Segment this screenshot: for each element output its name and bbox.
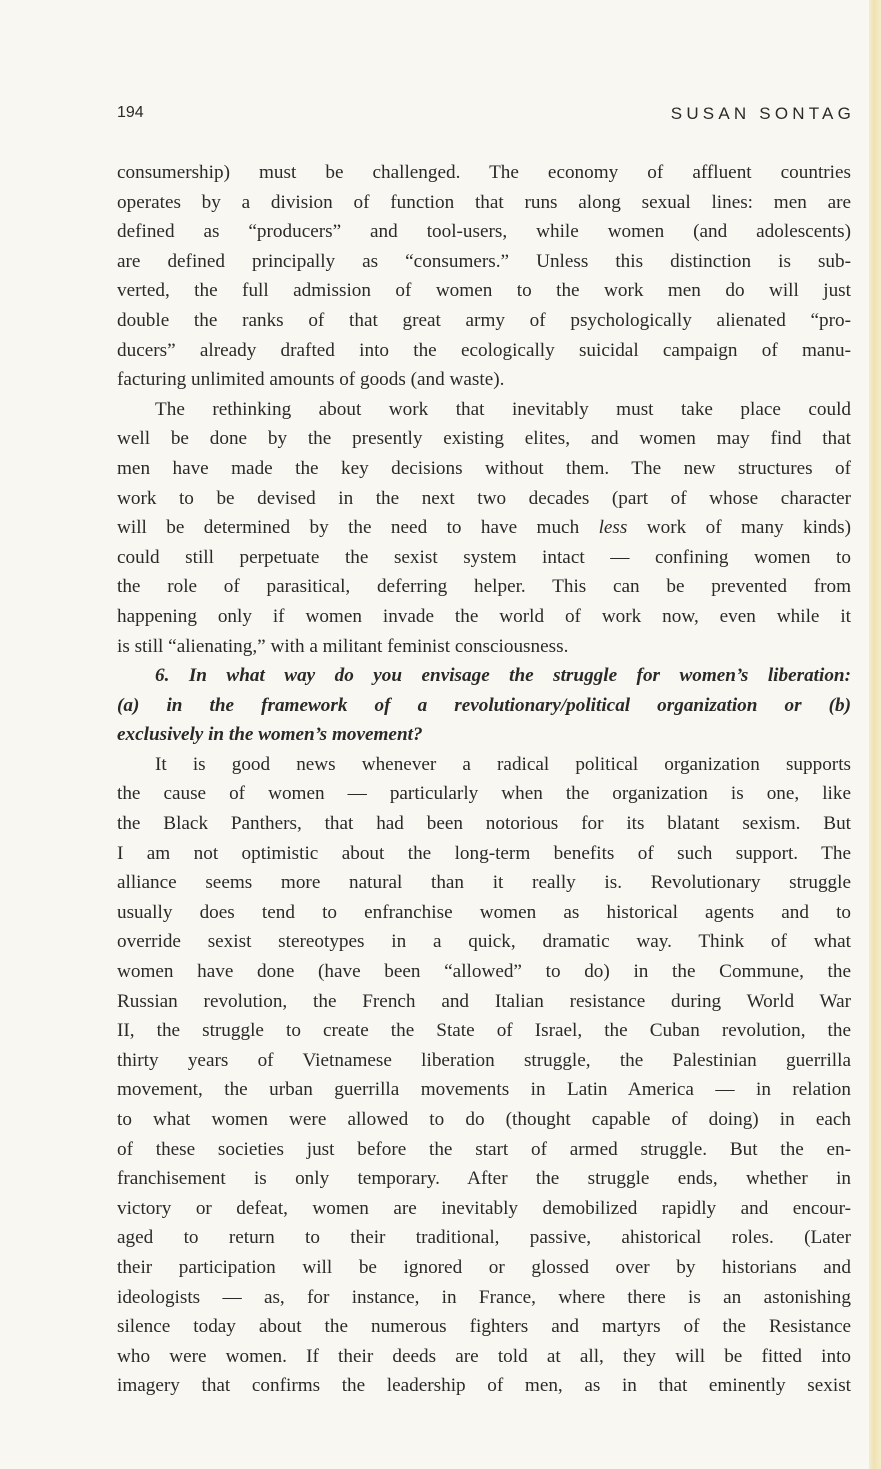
text-line: (a) in the framework of a revolutionary/political organization or (b): [117, 694, 851, 716]
text-line: movement, the urban guerrilla movements in Latin America — in relation: [117, 1079, 851, 1101]
text-line: of these societies just before the start of armed struggle. But the en-: [117, 1138, 851, 1160]
page-body: [117, 158, 851, 1401]
text-line: It is good news whenever a radical political organization supports: [155, 753, 851, 775]
text-line: double the ranks of that great army of psychologically alienated “pro-: [117, 309, 851, 331]
text-line: facturing unlimited amounts of goods (and waste).: [117, 369, 505, 391]
text-line: the role of parasitical, deferring helper. This can be prevented from: [117, 576, 851, 598]
text-line: consumership) must be challenged. The economy of affluent countries: [117, 162, 851, 183]
text-line: verted, the full admission of women to the work men do will just: [117, 280, 851, 302]
text-line: ducers” already drafted into the ecologically suicidal campaign of manu-: [117, 339, 851, 361]
text-line: 6. In what way do you envisage the struggle for women’s liberation:: [155, 665, 851, 687]
text-line: silence today about the numerous fighters and martyrs of the Resistance: [117, 1316, 851, 1338]
text-line: imagery that confirms the leadership of men, as in that eminently sexist: [117, 1375, 851, 1397]
body-paragraph: [117, 395, 851, 661]
text-line: the cause of women — particularly when the organization is one, like: [117, 783, 851, 805]
page-number: 194: [117, 104, 144, 121]
text-line: their participation will be ignored or glossed over by historians and: [117, 1256, 851, 1278]
page-header: [117, 104, 855, 128]
text-line: exclusively in the women’s movement?: [117, 724, 423, 746]
text-segment: will be determined by the need to have much: [117, 517, 599, 539]
running-head: SUSAN SONTAG: [670, 104, 855, 123]
text-line: ideologists — as, for instance, in France, where there is an astonishing: [117, 1286, 851, 1308]
question-paragraph: [117, 661, 851, 750]
text-line: defined as “producers” and tool-users, while women (and adolescents): [117, 221, 851, 243]
text-line: who were women. If their deeds are told at all, they will be fitted into: [117, 1345, 851, 1367]
text-line: alliance seems more natural than it really is. Revolutionary struggle: [117, 872, 851, 894]
text-line: well be done by the presently existing elites, and women may find that: [117, 428, 851, 450]
body-paragraph: [117, 750, 851, 1401]
emphasis-text: less: [598, 517, 628, 539]
text-line: could still perpetuate the sexist system intact — confining women to: [117, 546, 851, 568]
text-line: victory or defeat, women are inevitably demobilized rapidly and encour-: [117, 1197, 851, 1219]
text-line: I am not optimistic about the long-term benefits of such support. The: [117, 842, 851, 864]
text-line: the Black Panthers, that had been notorious for its blatant sexism. But: [117, 813, 851, 835]
text-segment: work of many kinds): [627, 517, 852, 539]
text-line: men have made the key decisions without them. The new structures of: [117, 457, 851, 479]
text-line: operates by a division of function that runs along sexual lines: men are: [117, 191, 851, 213]
body-paragraph: [117, 158, 851, 395]
page-edge: [869, 0, 881, 1469]
text-line: work to be devised in the next two decades (part of whose character: [117, 487, 851, 509]
text-line: franchisement is only temporary. After the struggle ends, whether in: [117, 1168, 851, 1190]
text-line: is still “alienating,” with a militant feminist consciousness.: [117, 635, 569, 657]
text-line: happening only if women invade the world of work now, even while it: [117, 605, 851, 627]
text-line: II, the struggle to create the State of Israel, the Cuban revolution, the: [117, 1020, 851, 1042]
text-line: Russian revolution, the French and Italian resistance during World War: [117, 990, 851, 1012]
text-line: The rethinking about work that inevitably must take place could: [155, 398, 851, 420]
text-line: usually does tend to enfranchise women as historical agents and to: [117, 901, 851, 923]
text-line: thirty years of Vietnamese liberation struggle, the Palestinian guerrilla: [117, 1049, 851, 1071]
text-line: are defined principally as “consumers.” Unless this distinction is sub-: [117, 250, 851, 272]
text-line: to what women were allowed to do (thought capable of doing) in each: [117, 1109, 851, 1130]
text-line: override sexist stereotypes in a quick, dramatic way. Think of what: [117, 931, 851, 953]
text-line: [117, 513, 851, 543]
text-line: women have done (have been “allowed” to do) in the Commune, the: [117, 961, 851, 983]
text-line: aged to return to their traditional, passive, ahistorical roles. (Later: [117, 1227, 851, 1249]
